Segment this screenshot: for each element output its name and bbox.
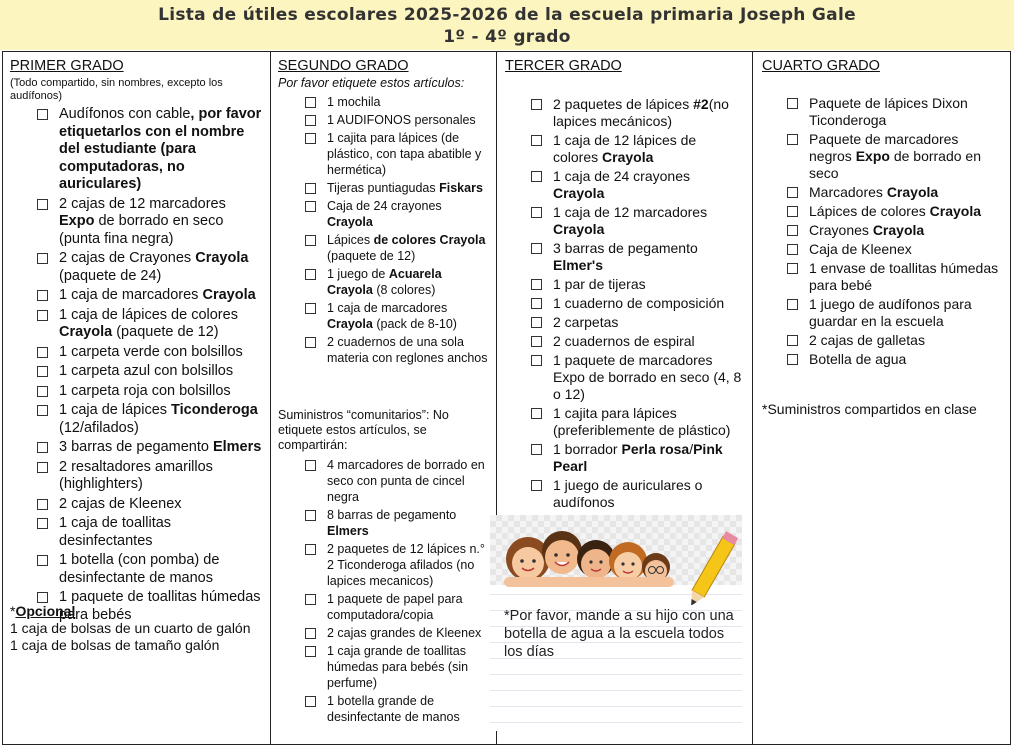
page-title: Lista de útiles escolares 2025-2026 de la escuela primaria Joseph Gale	[158, 5, 856, 25]
brand-name: Elmer's	[553, 257, 604, 273]
list-item	[787, 131, 1005, 182]
item-text: 1 mochila	[327, 95, 381, 109]
item-text: Paquete de lápices Dixon Ticonderoga	[809, 95, 968, 128]
item-text: 1 carpeta verde con bolsillos	[59, 343, 243, 360]
fourth-grade-title: CUARTO GRADO	[762, 58, 880, 74]
optional-item: 1 caja de bolsas de tamaño galón	[10, 637, 220, 653]
list-item	[305, 94, 489, 110]
item-text: Marcadores	[809, 184, 887, 200]
checkbox-icon[interactable]	[305, 628, 316, 639]
checkbox-icon[interactable]	[305, 183, 316, 194]
checkbox-icon[interactable]	[37, 290, 48, 301]
item-text: 2 cajas de Crayones	[59, 250, 196, 266]
list-item	[37, 439, 265, 457]
list-item	[37, 383, 265, 401]
item-text: 1 caja de 24 crayones	[553, 168, 690, 184]
checkbox-icon[interactable]	[305, 337, 316, 348]
checkbox-icon[interactable]	[531, 480, 542, 491]
item-text: (12/afilados)	[59, 419, 139, 436]
item-text: 1 par de tijeras	[553, 276, 646, 292]
checkbox-icon[interactable]	[305, 510, 316, 521]
item-text: Paquete de marcadores negros	[809, 131, 959, 164]
item-text: Botella de agua	[809, 351, 907, 367]
item-text: (no lapices mecánicos)	[553, 96, 729, 129]
optional-heading: *Opcional	[10, 603, 76, 619]
item-text: 1 botella (con pomba) de desinfectante de manos	[59, 552, 220, 586]
optional-item: 1 caja de bolsas de un cuarto de galón	[10, 620, 251, 636]
checkbox-icon[interactable]	[37, 310, 48, 321]
brand-name: de colores Crayola	[373, 233, 486, 247]
list-item	[531, 240, 745, 274]
list-item	[531, 405, 745, 439]
brand-name: Expo	[59, 213, 95, 229]
brand-name: Crayola	[886, 184, 939, 200]
item-text: 1 caja de 12 lápices de colores	[553, 132, 697, 165]
community-note: Suministros “comunitarios”: No etiquete estos artículos, se compartirán:	[278, 408, 449, 452]
item-text: 1 paquete de toallitas húmedas para bebés	[59, 589, 261, 623]
checkbox-icon[interactable]	[787, 98, 798, 109]
item-text: 3 barras de pegamento	[553, 240, 698, 256]
brand-name: Crayola	[59, 324, 113, 340]
checkbox-icon[interactable]	[305, 303, 316, 314]
item-text: 1 caja de marcadores	[327, 301, 448, 315]
brand-name: Crayola	[327, 215, 373, 229]
grade-range: 1º - 4º grado	[443, 27, 571, 47]
checkbox-icon[interactable]	[37, 592, 48, 603]
item-text: 2 cuadernos de espiral	[553, 333, 695, 349]
item-text: 1 cuaderno de composición	[553, 295, 725, 311]
community-list	[305, 457, 489, 727]
brand-name: Crayola	[553, 185, 605, 201]
item-text: (paquete de 12)	[327, 249, 416, 263]
checkbox-icon[interactable]	[37, 199, 48, 210]
list-item	[37, 287, 265, 305]
item-text: 2 carpetas	[553, 314, 619, 330]
list-item	[37, 106, 265, 194]
checkbox-icon[interactable]	[37, 518, 48, 529]
item-text: 1 envase de toallitas húmedas para bebé	[809, 260, 999, 293]
checkbox-icon[interactable]	[531, 207, 542, 218]
checkbox-icon[interactable]	[787, 225, 798, 236]
item-text: Caja de Kleenex	[809, 241, 912, 257]
list-item	[531, 333, 745, 350]
list-item	[37, 344, 265, 362]
list-item	[305, 130, 489, 178]
list-item	[305, 300, 489, 332]
checkbox-icon[interactable]	[37, 347, 48, 358]
list-item	[37, 515, 265, 550]
checkbox-icon[interactable]	[531, 243, 542, 254]
brand-name: Crayola	[195, 250, 249, 266]
checkbox-icon[interactable]	[305, 544, 316, 555]
checkbox-icon[interactable]	[531, 355, 542, 366]
list-item	[305, 112, 489, 128]
list-item	[531, 132, 745, 166]
item-text: 1 AUDIFONOS personales	[327, 113, 476, 127]
checkbox-icon[interactable]	[37, 109, 48, 120]
brand-name: Acuarela Crayola	[327, 267, 442, 297]
item-text: 2 cuadernos de una sola materia con reglones anchos	[327, 335, 488, 365]
checkbox-icon[interactable]	[305, 97, 316, 108]
item-text: 1 caja de marcadores	[59, 287, 203, 303]
brand-name: Crayola	[602, 149, 654, 165]
brand-name: Pink Pearl	[553, 441, 723, 474]
list-item	[37, 402, 265, 437]
checkbox-icon[interactable]	[787, 354, 798, 365]
checkbox-icon[interactable]	[531, 408, 542, 419]
first-grade-title: PRIMER GRADO	[10, 58, 124, 74]
checkbox-icon[interactable]	[787, 299, 798, 310]
brand-name: Crayola	[553, 221, 605, 237]
item-text: 2 resaltadores amarillos (highlighters)	[59, 458, 213, 492]
item-text: (8 colores)	[372, 283, 436, 297]
brand-name: Crayola	[929, 203, 981, 219]
list-item	[37, 496, 265, 514]
checkbox-icon[interactable]	[531, 336, 542, 347]
list-item	[531, 441, 745, 475]
list-item	[787, 184, 1005, 201]
checkbox-icon[interactable]	[787, 134, 798, 145]
item-text: 2 paquetes de 12 lápices n.° 2 Ticonderoga afilados (no lapices mecanicos)	[327, 542, 485, 588]
checkbox-icon[interactable]	[531, 298, 542, 309]
item-text: de borrado en seco (punta fina negra)	[59, 213, 224, 247]
item-text: /	[689, 441, 694, 457]
list-item	[787, 203, 1005, 220]
list-item	[787, 332, 1005, 349]
brand-name: Crayola	[327, 317, 373, 331]
list-item	[787, 296, 1005, 330]
list-item	[37, 196, 265, 249]
item-text: 3 barras de pegamento	[59, 439, 213, 455]
checkbox-icon[interactable]	[37, 462, 48, 473]
brand-name: Perla rosa	[621, 441, 690, 457]
item-text: 2 cajas de 12 marcadores	[59, 195, 226, 212]
checkbox-icon[interactable]	[37, 253, 48, 264]
item-text: Lápices de colores	[809, 203, 930, 219]
item-text: 1 paquete de papel para computadora/copia	[327, 592, 463, 622]
list-item	[787, 95, 1005, 129]
list-item	[531, 204, 745, 238]
item-text: 2 paquetes de lápices	[553, 96, 694, 112]
item-text: (paquete de 24)	[59, 267, 162, 284]
list-item	[305, 198, 489, 230]
list-item	[531, 168, 745, 202]
second-grade-title: SEGUNDO GRADO	[278, 58, 409, 74]
checkbox-icon[interactable]	[305, 201, 316, 212]
list-item	[305, 266, 489, 298]
item-text: 1 juego de auriculares o audífonos	[553, 477, 703, 510]
item-text: 1 caja de 12 marcadores	[553, 204, 708, 220]
water-bottle-note: *Por favor, mande a su hijo con una botella de agua a la escuela todos los días	[504, 608, 734, 660]
list-item	[531, 276, 745, 293]
list-item	[787, 351, 1005, 368]
checkbox-icon[interactable]	[305, 235, 316, 246]
checkbox-icon[interactable]	[37, 499, 48, 510]
list-item	[787, 260, 1005, 294]
list-item	[305, 643, 489, 691]
brand-name: Expo	[855, 148, 890, 164]
column-second-grade	[271, 52, 497, 744]
brand-name: , por favor etiquetarlos con el nombre del estudiante (para computadoras, no auriculares)	[59, 106, 262, 192]
list-item	[305, 591, 489, 623]
item-text: (paquete de 12)	[112, 324, 219, 340]
checkbox-icon[interactable]	[37, 442, 48, 453]
item-text: 4 marcadores de borrado en seco con punta de cincel negra	[327, 458, 485, 504]
checkbox-icon[interactable]	[787, 244, 798, 255]
list-item	[37, 250, 265, 285]
list-item	[787, 241, 1005, 258]
third-grade-title: TERCER GRADO	[505, 58, 622, 74]
list-item	[531, 96, 745, 130]
list-item	[531, 477, 745, 511]
list-item	[305, 180, 489, 196]
item-text: 2 cajas grandes de Kleenex	[327, 626, 482, 640]
checkbox-icon[interactable]	[37, 366, 48, 377]
list-item	[531, 314, 745, 331]
item-text: 1 borrador	[553, 441, 622, 457]
checkbox-icon[interactable]	[305, 646, 316, 657]
brand-name: Elmers	[212, 439, 262, 455]
kids-with-pencil-icon	[490, 515, 742, 605]
brand-name: Crayola	[872, 222, 925, 238]
list-item	[305, 334, 489, 366]
checkbox-icon[interactable]	[531, 444, 542, 455]
item-text: Caja de 24 crayones	[327, 199, 442, 213]
fourth-grade-note: *Suministros compartidos en clase	[762, 401, 977, 417]
list-item	[305, 507, 489, 539]
checkbox-icon[interactable]	[787, 335, 798, 346]
list-item	[531, 352, 745, 403]
item-text: de borrado en seco	[809, 148, 982, 181]
item-text: 2 cajas de galletas	[809, 332, 925, 348]
list-item	[305, 625, 489, 641]
item-text: Tijeras puntiagudas	[327, 181, 440, 195]
checkbox-icon[interactable]	[37, 386, 48, 397]
list-item	[531, 295, 745, 312]
item-text: 1 caja de toallitas desinfectantes	[59, 515, 172, 549]
checkbox-icon[interactable]	[37, 405, 48, 416]
list-item	[305, 457, 489, 505]
list-item	[37, 459, 265, 494]
item-text: 1 carpeta azul con bolsillos	[59, 363, 234, 379]
checkbox-icon[interactable]	[787, 187, 798, 198]
checkbox-icon[interactable]	[531, 171, 542, 182]
third-grade-list	[531, 96, 745, 532]
item-text: Crayones	[809, 222, 873, 238]
checkbox-icon[interactable]	[305, 133, 316, 144]
checkbox-icon[interactable]	[531, 279, 542, 290]
brand-name: #2	[693, 96, 709, 112]
item-text: (pack de 8-10)	[372, 317, 457, 331]
checkbox-icon[interactable]	[531, 99, 542, 110]
list-item	[305, 232, 489, 264]
item-text: Audífonos con cable	[59, 106, 191, 122]
list-item	[37, 552, 265, 587]
kids-illustration	[490, 515, 742, 731]
item-text: 1 juego de audífonos para guardar en la escuela	[809, 296, 972, 329]
list-item	[305, 541, 489, 589]
first-grade-note: (Todo compartido, sin nombres, excepto los audífonos)	[10, 77, 223, 102]
item-text: Lápices	[327, 233, 374, 247]
item-text: 1 cajita para lápices (de plástico, con tapa abatible y hermética)	[327, 131, 482, 177]
column-first-grade	[3, 52, 271, 744]
item-text: 1 paquete de marcadores Expo de borrado en seco (4, 8 o 12)	[553, 352, 742, 402]
second-grade-list	[305, 94, 489, 368]
column-fourth-grade	[753, 52, 1011, 744]
brand-name: Crayola	[202, 287, 256, 303]
brand-name: Ticonderoga	[171, 402, 258, 418]
list-item	[37, 363, 265, 381]
checkbox-icon[interactable]	[787, 263, 798, 274]
item-text: 8 barras de pegamento	[327, 508, 457, 522]
list-item	[787, 222, 1005, 239]
item-text: 1 juego de	[327, 267, 389, 281]
second-grade-subtitle: Por favor etiquete estos artículos:	[278, 76, 465, 90]
fourth-grade-list	[787, 95, 1005, 370]
item-text: 1 carpeta roja con bolsillos	[59, 382, 231, 399]
item-text: 1 caja de lápices de colores	[59, 306, 238, 323]
checkbox-icon[interactable]	[305, 696, 316, 707]
checkbox-icon[interactable]	[305, 115, 316, 126]
item-text: 1 caja de lápices	[59, 402, 172, 418]
item-text: 1 botella grande de desinfectante de manos	[327, 694, 460, 724]
checkbox-icon[interactable]	[305, 594, 316, 605]
first-grade-list	[37, 106, 265, 626]
checkbox-icon[interactable]	[305, 460, 316, 471]
item-text: 1 caja grande de toallitas húmedas para bebés (sin perfume)	[327, 644, 469, 690]
item-text: 1 cajita para lápices (preferiblemente de plástico)	[553, 405, 731, 438]
checkbox-icon[interactable]	[37, 555, 48, 566]
list-item	[37, 307, 265, 342]
list-item	[305, 693, 489, 725]
item-text: 2 cajas de Kleenex	[59, 495, 182, 512]
brand-name: Fiskars	[439, 181, 483, 195]
checkbox-icon[interactable]	[305, 269, 316, 280]
checkbox-icon[interactable]	[787, 206, 798, 217]
brand-name: Elmers	[327, 524, 369, 538]
page-header	[0, 0, 1014, 50]
checkbox-icon[interactable]	[531, 317, 542, 328]
checkbox-icon[interactable]	[531, 135, 542, 146]
